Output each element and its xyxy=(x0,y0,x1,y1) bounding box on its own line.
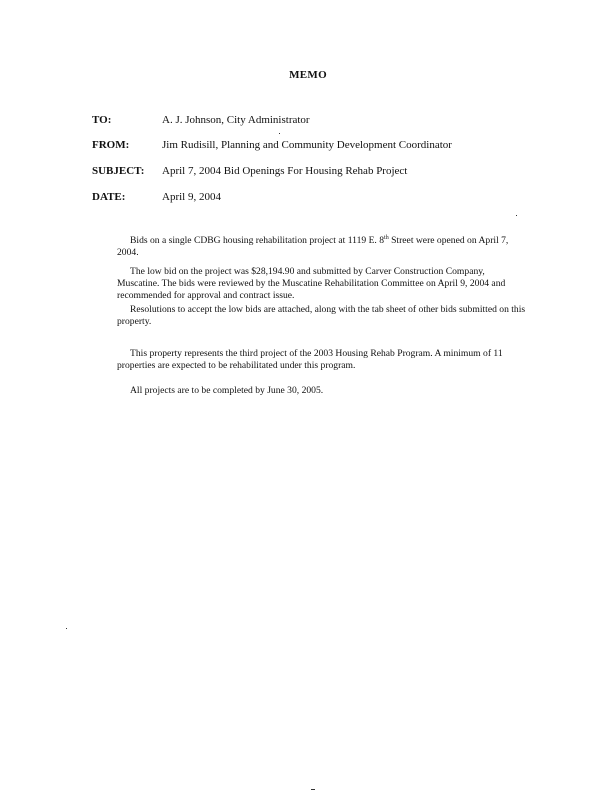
subject-value: April 7, 2004 Bid Openings For Housing Rehab Project xyxy=(162,165,408,177)
paragraph-resolutions: Resolutions to accept the low bids are attached, along with the tab sheet of other bids submitted on this property. xyxy=(117,304,526,327)
paragraph-program: This property represents the third project of the 2003 Housing Rehab Program. A minimum of 11 properties are expected to be rehabilitated under this program. xyxy=(117,348,503,371)
scan-speck xyxy=(279,133,280,134)
scan-speck xyxy=(66,628,67,629)
to-value: A. J. Johnson, City Administrator xyxy=(162,114,310,126)
paragraph-low-bid: The low bid on the project was $28,194.90 and submitted by Carver Construction Company, Muscatine. The bids were reviewed by the Muscatine Rehabilitation Committee on April 9, 2004 and recommended for approval and contract issue. xyxy=(117,266,506,301)
from-label: FROM: xyxy=(92,139,130,151)
from-value: Jim Rudisill, Planning and Community Development Coordinator xyxy=(162,139,452,151)
p1-superscript: th xyxy=(384,235,389,241)
subject-label: SUBJECT: xyxy=(92,165,145,177)
scan-speck xyxy=(311,789,315,790)
paragraph-completion: All projects are to be completed by June 30, 2005. xyxy=(130,385,324,396)
p1-text-b: Street were opened on April 7, 2004. xyxy=(117,235,509,259)
p1-text-a: Bids on a single CDBG housing rehabilitation project at 1119 E. 8 xyxy=(130,235,385,247)
scan-speck xyxy=(516,215,517,216)
paragraph-bid-opening xyxy=(117,232,529,259)
date-label: DATE: xyxy=(92,191,126,203)
date-value: April 9, 2004 xyxy=(162,191,221,203)
memo-title: MEMO xyxy=(289,69,327,81)
to-label: TO: xyxy=(92,114,112,126)
